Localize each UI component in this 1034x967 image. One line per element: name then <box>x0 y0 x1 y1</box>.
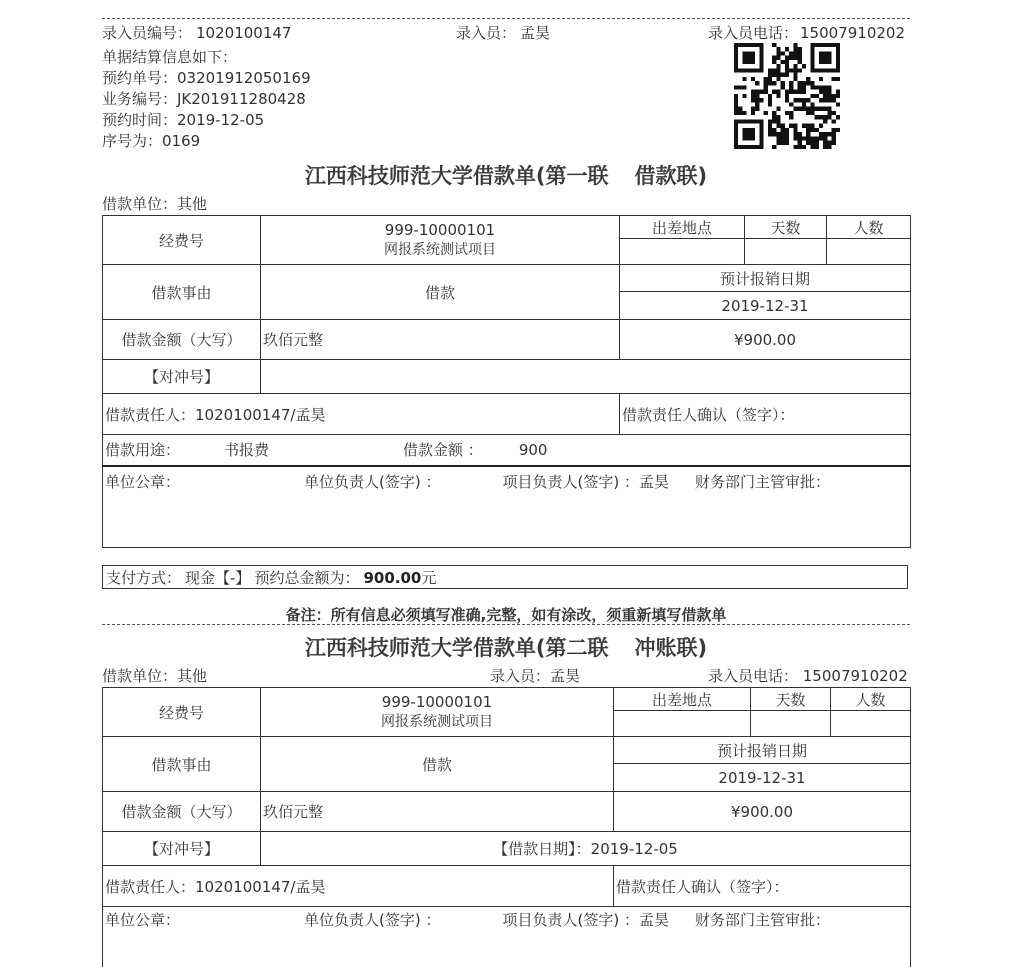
payment-box <box>102 565 908 589</box>
project-head-label: 项目负责人(签字) ：孟昊 <box>502 911 669 929</box>
copy2-form-table <box>102 687 911 967</box>
people-label: 人数 <box>827 216 911 239</box>
expected-date-label: 预计报销日期 <box>614 737 911 764</box>
copy2-clerk: 录入员：孟昊 <box>490 667 581 685</box>
offset-value[interactable] <box>261 360 911 394</box>
unit-head-label: 单位负责人(签字) ： <box>304 472 441 491</box>
offset-label: 【对冲号】 <box>103 360 261 394</box>
travel-place-value[interactable] <box>620 239 745 265</box>
expected-date-value: 2019-12-31 <box>614 764 911 792</box>
responsible-confirm: 借款责任人确认（签字）： <box>614 866 911 907</box>
fund-no: 999-10000101 <box>381 693 493 711</box>
travel-place-label: 出差地点 <box>620 216 745 239</box>
people-value[interactable] <box>831 711 911 737</box>
clerk-phone: 录入员电话： 15007910202 <box>708 24 905 42</box>
fund-no-cell <box>261 216 620 265</box>
people-label: 人数 <box>831 688 911 711</box>
days-label: 天数 <box>751 688 831 711</box>
expected-date-label: 预计报销日期 <box>620 265 911 292</box>
expected-date-value: 2019-12-31 <box>620 292 911 320</box>
fund-no: 999-10000101 <box>384 221 496 239</box>
days-value[interactable] <box>751 711 831 737</box>
project-name: 网报系统测试项目 <box>384 242 496 258</box>
loan-use-row <box>103 435 911 466</box>
payment-method: 现金【-】 <box>185 569 251 587</box>
use-label: 借款用途： <box>105 441 181 460</box>
remark-note: 备注：所有信息必须填写准确,完整，如有涂改，须重新填写借款单 <box>285 606 727 624</box>
signature-row <box>103 466 911 548</box>
project-name: 网报系统测试项目 <box>381 714 493 730</box>
total-unit: 元 <box>421 569 437 587</box>
finance-label: 财务部门主管审批： <box>694 911 830 929</box>
copy2-title: 江西科技师范大学借款单(第二联 冲账联) <box>304 636 708 660</box>
copy2-phone: 录入员电话： 15007910202 <box>708 667 908 685</box>
reason-label: 借款事由 <box>103 265 261 320</box>
loan-date: 【借款日期】：2019-12-05 <box>261 832 911 866</box>
seal-label: 单位公章： <box>105 911 181 929</box>
use-value: 书报费 <box>224 441 270 460</box>
reason-value: 借款 <box>261 737 614 792</box>
finance-label: 财务部门主管审批： <box>694 472 830 491</box>
amount-cn-value: 玖佰元整 <box>261 792 614 832</box>
clerk-id: 录入员编号： 1020100147 <box>102 24 292 42</box>
copy2-unit: 借款单位：其他 <box>102 667 208 685</box>
use-amount-value: 900 <box>518 441 548 460</box>
amount-cn-label: 借款金额（大写） <box>103 792 261 832</box>
copy1-title: 江西科技师范大学借款单(第一联 借款联) <box>304 164 708 188</box>
amount-cn-label: 借款金额（大写） <box>103 320 261 360</box>
amount-value: ¥900.00 <box>620 320 911 360</box>
payment-method-label: 支付方式： <box>106 569 182 587</box>
business-no: 业务编号：JK201911280428 <box>102 90 306 108</box>
offset-label: 【对冲号】 <box>103 832 261 866</box>
serial-no: 序号为：0169 <box>102 132 201 150</box>
responsible-person: 借款责任人：1020100147/孟昊 <box>103 866 614 907</box>
mid-divider <box>102 624 910 625</box>
copy1-form-table <box>102 215 911 548</box>
reason-value: 借款 <box>261 265 620 320</box>
project-head-label: 项目负责人(签字) ：孟昊 <box>502 472 669 491</box>
use-amount-label: 借款金额 ： <box>403 441 483 460</box>
seal-label: 单位公章： <box>105 472 181 491</box>
copy1-unit: 借款单位：其他 <box>102 195 208 213</box>
days-value[interactable] <box>745 239 827 265</box>
qr-code-icon <box>734 43 840 149</box>
responsible-confirm: 借款责任人确认（签字）： <box>620 394 911 435</box>
top-divider <box>102 18 910 19</box>
signature-row <box>103 907 911 967</box>
responsible-person: 借款责任人：1020100147/孟昊 <box>103 394 620 435</box>
unit-head-label: 单位负责人(签字) ： <box>304 911 441 929</box>
settlement-intro: 单据结算信息如下： <box>102 48 238 66</box>
reason-label: 借款事由 <box>103 737 261 792</box>
people-value[interactable] <box>827 239 911 265</box>
days-label: 天数 <box>745 216 827 239</box>
booking-time: 预约时间：2019-12-05 <box>102 111 265 129</box>
travel-place-label: 出差地点 <box>614 688 751 711</box>
booking-no: 预约单号：03201912050169 <box>102 69 311 87</box>
total-label: 预约总金额为： <box>254 569 360 587</box>
fund-no-cell <box>261 688 614 737</box>
amount-value: ¥900.00 <box>614 792 911 832</box>
total-amount: 900.00 <box>363 569 422 587</box>
travel-place-value[interactable] <box>614 711 751 737</box>
fund-no-label: 经费号 <box>103 216 261 265</box>
amount-cn-value: 玖佰元整 <box>261 320 620 360</box>
fund-no-label: 经费号 <box>103 688 261 737</box>
clerk-name: 录入员： 孟昊 <box>456 24 551 42</box>
